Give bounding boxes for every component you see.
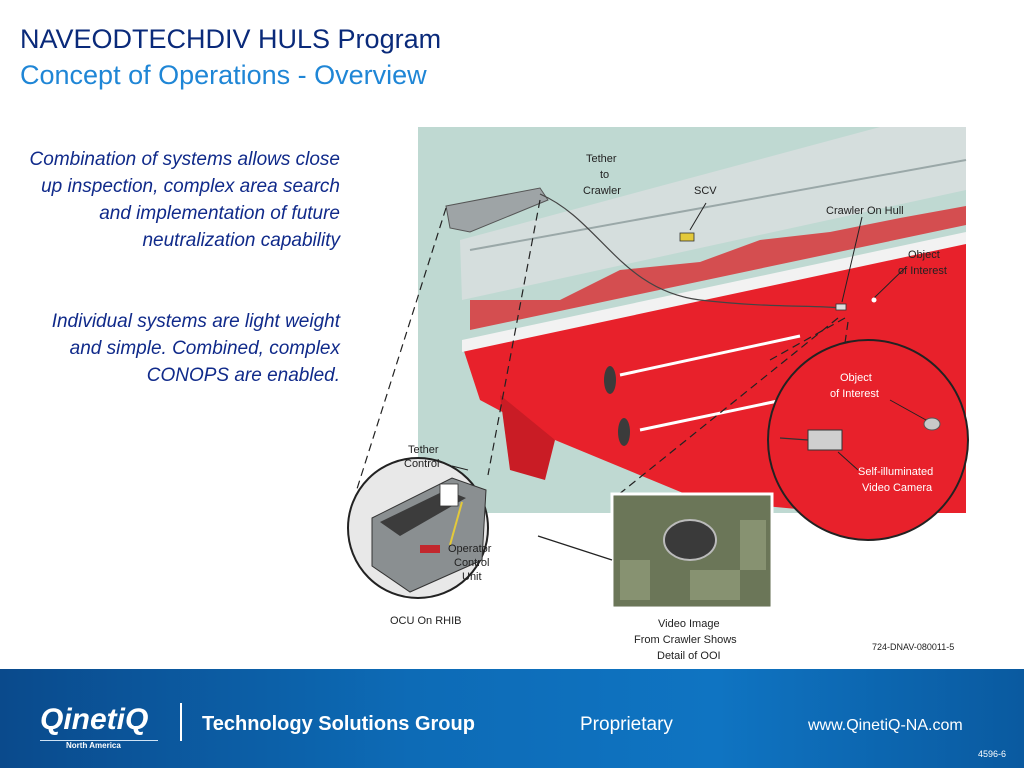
figure-id: 724-DNAV-080011-5 <box>872 642 955 652</box>
object-dot <box>872 298 877 303</box>
slide-subtitle: Concept of Operations - Overview <box>20 60 427 90</box>
footer-divider <box>180 703 182 741</box>
label-tether-3: Crawler <box>583 185 621 197</box>
crawler-camera <box>808 430 842 450</box>
label-tether-2: to <box>600 169 610 181</box>
label-ocu-1: Operator <box>448 543 492 555</box>
label-tether-1: Tether <box>586 153 617 165</box>
body-paragraph-2: Individual systems are light weight and simple. Combined, complex CONOPS are enabled. <box>51 311 340 386</box>
slide-code: 4596-6 <box>978 749 1007 759</box>
label-tether-control-1: Tether <box>408 444 439 456</box>
slide-title: NAVEODTECHDIV HULS Program <box>20 24 442 54</box>
label-ocu-3: Unit <box>462 571 482 583</box>
label-video-3: Detail of OOI <box>657 650 721 662</box>
label-video-1: Video Image <box>658 618 720 630</box>
label-scv: SCV <box>694 185 717 197</box>
label-zoom-ooi-2: of Interest <box>830 388 879 400</box>
label-ooi-1: Object <box>908 249 940 261</box>
label-ocu-on-rhib: OCU On RHIB <box>390 615 462 627</box>
zoom-circle-object <box>768 340 968 540</box>
logo-subtitle: North America <box>66 741 121 750</box>
object-of-interest <box>924 418 940 430</box>
video-ooi <box>664 520 716 560</box>
label-ocu-2: Control <box>454 557 490 569</box>
label-camera-1: Self-illuminated <box>858 466 934 478</box>
label-crawler-on-hull: Crawler On Hull <box>826 205 904 217</box>
label-ooi-2: of Interest <box>898 265 947 277</box>
website-link[interactable]: www.QinetiQ-NA.com <box>808 717 963 734</box>
scv-vehicle <box>680 233 694 241</box>
qinetiq-logo: QinetiQ <box>40 703 149 736</box>
label-video-2: From Crawler Shows <box>634 634 737 646</box>
proprietary-label: Proprietary <box>580 714 673 735</box>
body-paragraph-1: Combination of systems allows close up inspection, complex area search and implementation of future neutralization capability <box>29 149 340 251</box>
crawler-on-hull <box>836 304 846 310</box>
group-name: Technology Solutions Group <box>202 713 475 735</box>
label-camera-2: Video Camera <box>862 482 933 494</box>
label-tether-control-2: Control <box>404 458 440 470</box>
label-zoom-ooi-1: Object <box>840 372 872 384</box>
